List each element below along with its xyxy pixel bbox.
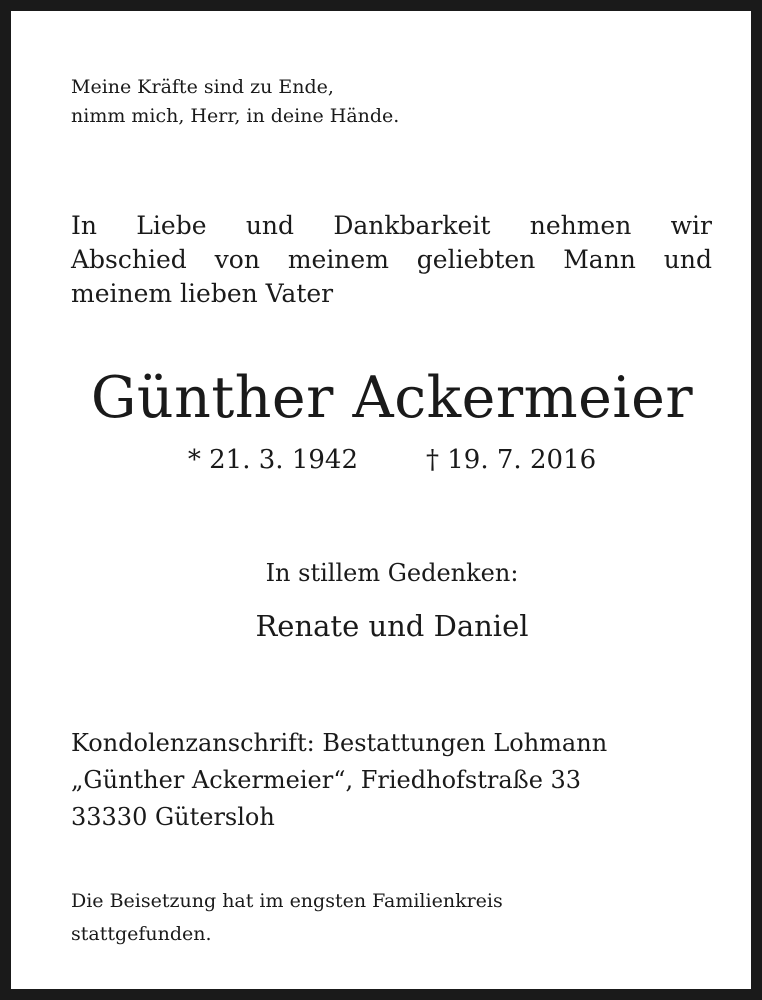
- condolence-address: [71, 725, 607, 836]
- intro-text: [71, 209, 712, 311]
- verse: [71, 73, 399, 131]
- memorial-heading: In stillem Gedenken:: [265, 559, 519, 587]
- deceased-name: Günther Ackermeier: [90, 365, 694, 431]
- verse-line-2: nimm mich, Herr, in deine Hände.: [71, 105, 400, 127]
- birth-date: * 21. 3. 1942: [187, 445, 358, 475]
- intro-line-2: Abschied von meinem geliebten Mann und: [71, 245, 712, 274]
- death-date: † 19. 7. 2016: [426, 445, 597, 475]
- burial-notice: [71, 885, 503, 951]
- life-dates: [11, 443, 762, 477]
- burial-line-2: stattgefunden.: [71, 923, 212, 945]
- verse-line-1: Meine Kräfte sind zu Ende,: [71, 76, 334, 98]
- mourners-names: Renate und Daniel: [255, 609, 529, 643]
- address-line-3: 33330 Gütersloh: [71, 803, 275, 831]
- address-line-2: „Günther Ackermeier“, Friedhofstraße 33: [71, 766, 582, 794]
- intro-line-3: meinem lieben Vater: [71, 279, 334, 308]
- address-line-1: Kondolenzanschrift: Bestattungen Lohmann: [71, 729, 608, 757]
- burial-line-1: Die Beisetzung hat im engsten Familienkreis: [71, 890, 503, 912]
- intro-line-1: In Liebe und Dankbarkeit nehmen wir: [71, 211, 712, 240]
